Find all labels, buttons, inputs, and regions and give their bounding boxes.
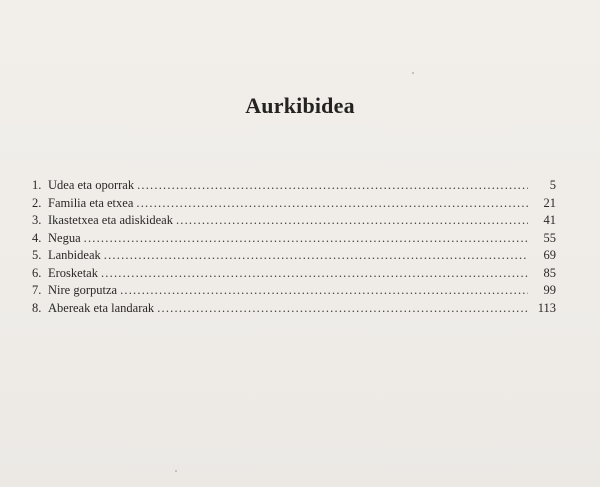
toc-entry — [32, 230, 556, 248]
table-of-contents — [32, 177, 556, 317]
toc-entry-page: 99 — [543, 283, 556, 297]
toc-entry-page: 21 — [543, 195, 556, 210]
toc-entry — [32, 300, 556, 318]
toc-entry-number: 6. — [32, 265, 42, 280]
toc-entry-page: 41 — [543, 213, 556, 227]
toc-entry — [32, 247, 556, 265]
page-title: Aurkibidea — [245, 93, 355, 118]
toc-entry-title: Nire gorputza — [48, 283, 118, 297]
toc-dot-leader — [157, 300, 528, 318]
toc-dot-leader — [136, 195, 528, 213]
toc-entry-title: Lanbideak — [48, 248, 101, 262]
toc-entry-page: 113 — [537, 300, 556, 315]
toc-entry-page: 55 — [543, 230, 556, 245]
toc-dot-leader — [120, 282, 528, 300]
toc-dot-leader — [104, 247, 528, 265]
paper-speck — [175, 470, 177, 472]
toc-dot-leader — [137, 177, 528, 195]
toc-entry-number: 8. — [32, 300, 42, 315]
toc-entry-number: 5. — [32, 248, 42, 262]
toc-entry-page: 69 — [543, 248, 556, 262]
toc-entry — [32, 282, 556, 300]
toc-entry-number: 3. — [32, 213, 42, 227]
toc-entry-number: 1. — [32, 178, 42, 192]
toc-dot-leader — [101, 265, 528, 283]
toc-entry-title: Ikastetxea eta adiskideak — [48, 213, 173, 227]
toc-entry — [32, 212, 556, 230]
toc-entry — [32, 177, 556, 195]
toc-entry-title: Familia eta etxea — [48, 195, 134, 210]
toc-dot-leader — [176, 212, 528, 230]
toc-entry — [32, 195, 556, 213]
toc-entry-title: Negua — [48, 230, 81, 245]
toc-entry-title: Udea eta oporrak — [48, 178, 135, 192]
toc-entry — [32, 265, 556, 283]
toc-entry-number: 2. — [32, 195, 42, 210]
toc-entry-page: 5 — [549, 178, 556, 192]
toc-entry-title: Abereak eta landarak — [48, 300, 155, 315]
toc-entry-number: 7. — [32, 283, 42, 297]
toc-entry-page: 85 — [543, 265, 556, 280]
paper-speck — [412, 72, 414, 74]
toc-entry-title: Erosketak — [48, 265, 98, 280]
toc-dot-leader — [84, 230, 528, 248]
toc-entry-number: 4. — [32, 230, 42, 245]
